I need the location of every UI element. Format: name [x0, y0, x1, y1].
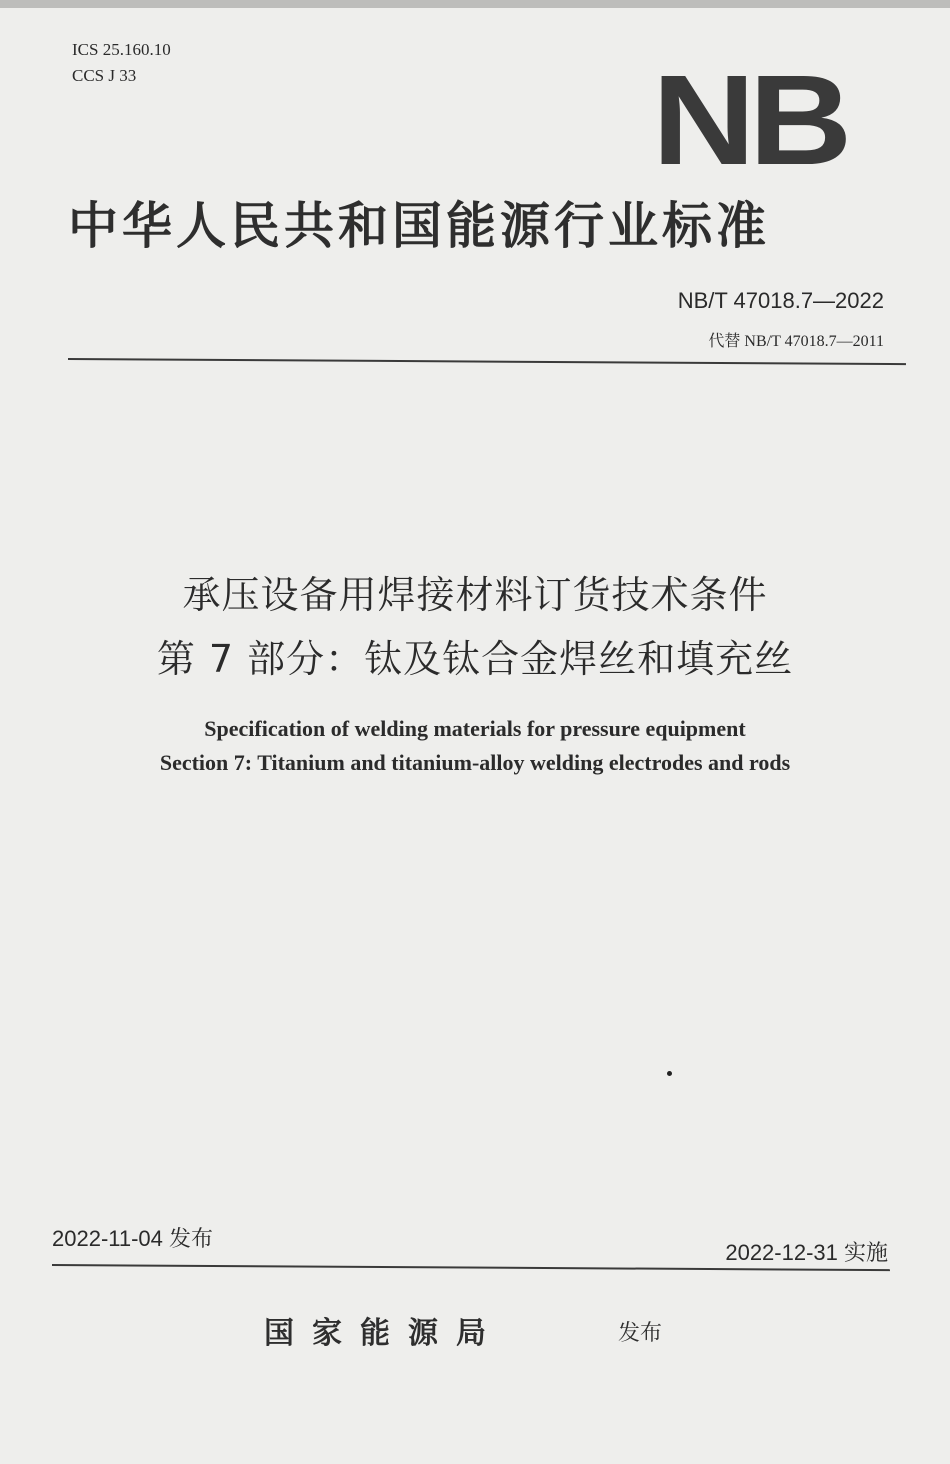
scan-top-edge — [0, 0, 950, 8]
title-en-line1: Specification of welding materials for pressure equipment — [204, 716, 746, 741]
ministry-title: 中华人民共和国能源行业标准 — [68, 196, 770, 255]
title-cn-line2: 第 7 部分：钛及钛合金焊丝和填充丝 — [156, 637, 794, 681]
issuer-name: 国家能源局 — [264, 1316, 504, 1351]
nb-logo: NB — [652, 49, 846, 192]
standard-number: NB/T 47018.7—2022 — [677, 288, 884, 313]
ccs-code: CCS J 33 — [72, 66, 137, 85]
title-cn-line1: 承压设备用焊接材料订货技术条件 — [182, 573, 768, 617]
title-en-line2: Section 7: Titanium and titanium-alloy welding electrodes and rods — [159, 750, 791, 775]
replaces-standard: 代替 NB/T 47018.7—2011 — [708, 333, 884, 350]
implementation-date: 2022-12-31 实施 — [725, 1240, 888, 1265]
issuer-suffix: 发布 — [618, 1321, 663, 1346]
scan-speck — [667, 1071, 672, 1076]
ics-code: ICS 25.160.10 — [72, 40, 171, 59]
issue-date: 2022-11-04 发布 — [52, 1226, 214, 1251]
header-divider — [68, 358, 906, 365]
